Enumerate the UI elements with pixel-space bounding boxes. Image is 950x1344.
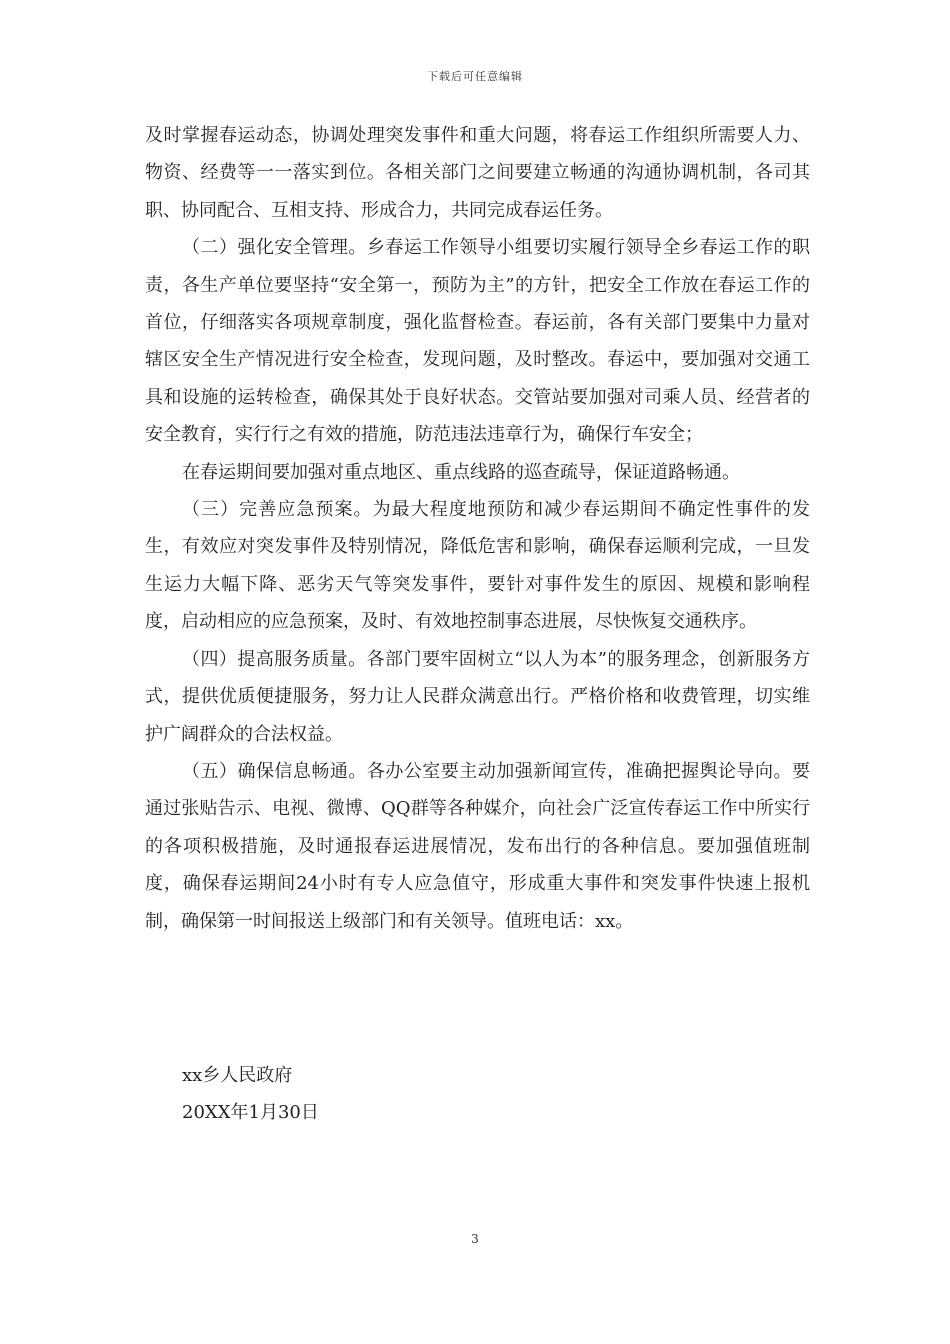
signature-org: xx乡人民政府	[182, 1065, 293, 1086]
paragraph-service-quality: （四）提高服务质量。各部门要牢固树立“以人为本”的服务理念，创新服务方式，提供优质便捷服务，努力让人民群众满意出行。严格价格和收费管理，切实维护广阔群众的合法权益。	[145, 648, 810, 745]
signature-date: 20XX年1月30日	[182, 1102, 319, 1123]
paragraph-emergency-plan: （三）完善应急预案。为最大程度地预防和减少春运期间不确定性事件的发生，有效应对突发事件及特别情况，降低危害和影响，确保春运顺利完成，一旦发生运力大幅下降、恶劣天气等突发事件，要针对事件发生的原因、规模和影响程度，启动相应的应急预案，及时、有效地控制事态进展，尽快恢复交通秩序。	[145, 499, 810, 633]
page-header: 下载后可任意编辑	[427, 70, 523, 83]
paragraph-continuation: 及时掌握春运动态，协调处理突发事件和重大问题，将春运工作组织所需要人力、物资、经费等一一落实到位。各相关部门之间要建立畅通的沟通协调机制，各司其职、协同配合、互相支持、形成合力，共同完成春运任务。	[145, 125, 810, 221]
paragraph-information: （五）确保信息畅通。各办公室要主动加强新闻宣传，准确把握舆论导向。要通过张贴告示、电视、微博、QQ群等各种媒介，向社会广泛宣传春运工作中所实行的各项积极措施，及时通报春运进展情况，发布出行的各种信息。要加强值班制度，确保春运期间24小时有专人应急值守，形成重大事件和突发事件快速上报机制，确保第一时间报送上级部门和有关领导。值班电话：xx。	[145, 760, 810, 932]
document-body	[145, 117, 810, 940]
page-number: 3	[471, 1232, 479, 1246]
paragraph-patrol: 在春运期间要加强对重点地区、重点线路的巡查疏导，保证道路畅通。	[182, 461, 740, 483]
paragraph-safety-management: （二）强化安全管理。乡春运工作领导小组要切实履行领导全乡春运工作的职责，各生产单位要坚持“安全第一，预防为主”的方针，把安全工作放在春运工作的首位，仔细落实各项规章制度，强化监督检查。春运前，各有关部门要集中力量对辖区安全生产情况进行安全检查，发现问题，及时整改。春运中，要加强对交通工具和设施的运转检查，确保其处于良好状态。交管站要加强对司乘人员、经营者的安全教育，实行行之有效的措施，防范违法违章行为，确保行车安全；	[145, 237, 810, 446]
